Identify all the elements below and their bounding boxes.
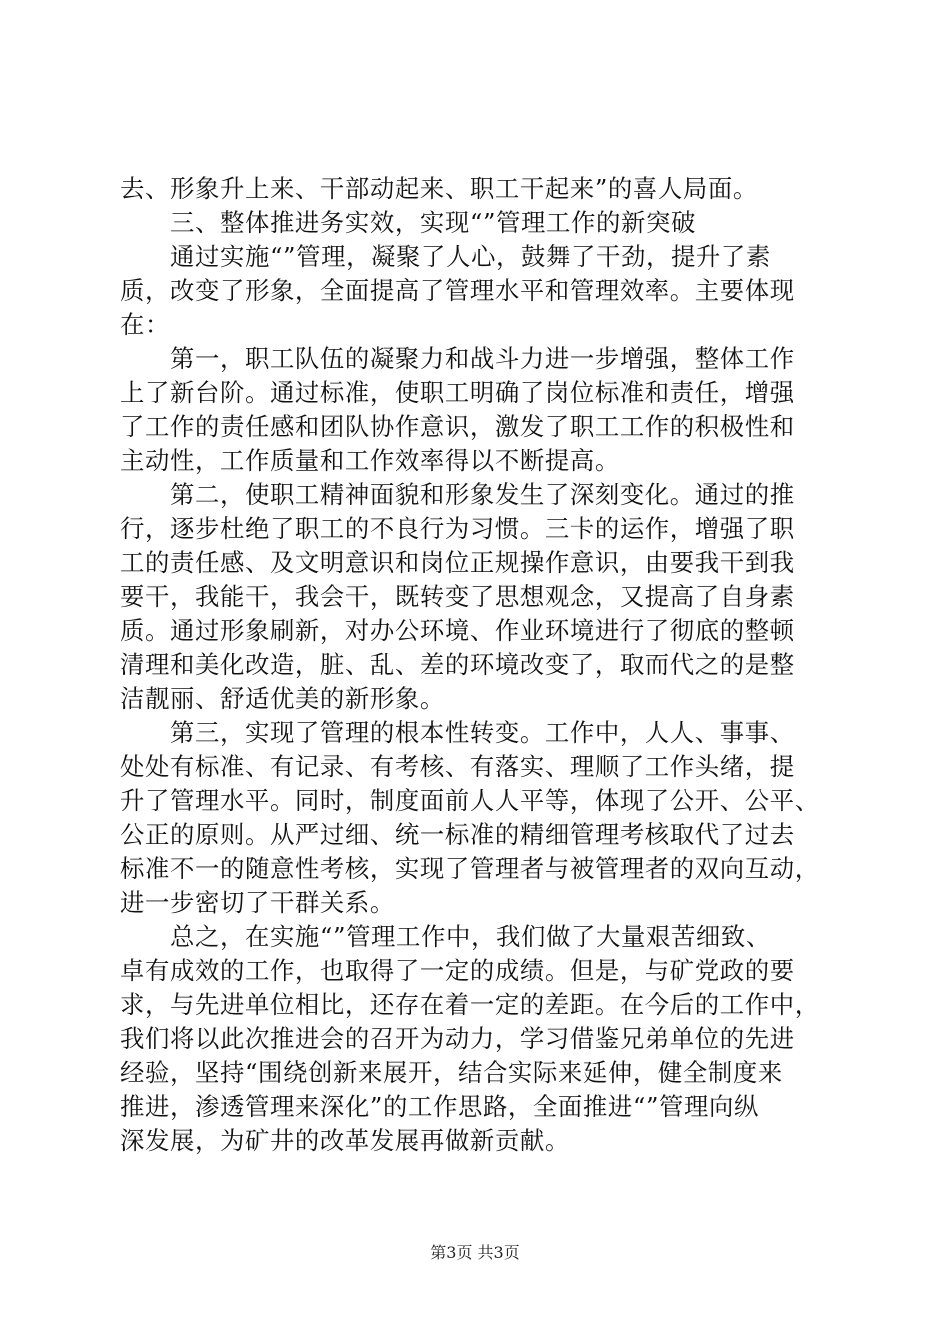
text-line: 洁靓丽、舒适优美的新形象。 <box>120 684 445 713</box>
text-line: 去、形象升上来、干部动起来、职工干起来”的喜人局面。 <box>120 174 758 203</box>
text-line: 深发展，为矿井的改革发展再做新贡献。 <box>120 1126 570 1155</box>
text-line: 卓有成效的工作，也取得了一定的成绩。但是，与矿党政的要 <box>120 956 795 985</box>
text-line: 主动性，工作质量和工作效率得以不断提高。 <box>120 446 620 475</box>
text-line: 通过实施“”管理，凝聚了人心，鼓舞了干劲，提升了素 <box>120 242 771 271</box>
text-line: 第三，实现了管理的根本性转变。工作中，人人、事事、 <box>120 718 795 747</box>
text-line: 质。通过形象刷新，对办公环境、作业环境进行了彻底的整顿 <box>120 616 795 645</box>
text-line: 了工作的责任感和团队协作意识，激发了职工工作的积极性和 <box>120 412 795 441</box>
text-line: 标准不一的随意性考核，实现了管理者与被管理者的双向互动， <box>120 854 820 883</box>
section-heading: 三、整体推进务实效，实现“”管理工作的新突破 <box>120 208 696 237</box>
text-line: 进一步密切了干群关系。 <box>120 888 395 917</box>
text-line: 我们将以此次推进会的召开为动力，学习借鉴兄弟单位的先进 <box>120 1024 795 1053</box>
text-line: 工的责任感、及文明意识和岗位正规操作意识，由要我干到我 <box>120 548 795 577</box>
text-line: 公正的原则。从严过细、统一标准的精细管理考核取代了过去 <box>120 820 795 849</box>
text-line: 行，逐步杜绝了职工的不良行为习惯。三卡的运作，增强了职 <box>120 514 795 543</box>
text-line: 清理和美化改造，脏、乱、差的环境改变了，取而代之的是整 <box>120 650 795 679</box>
text-line: 第一，职工队伍的凝聚力和战斗力进一步增强，整体工作 <box>120 344 795 373</box>
text-line: 第二，使职工精神面貌和形象发生了深刻变化。通过的推 <box>120 480 795 509</box>
text-line: 总之，在实施“”管理工作中，我们做了大量艰苦细致、 <box>120 922 771 951</box>
text-line: 要干，我能干，我会干，既转变了思想观念，又提高了自身素 <box>120 582 795 611</box>
text-line: 质，改变了形象，全面提高了管理水平和管理效率。主要体现 <box>120 276 795 305</box>
text-line: 升了管理水平。同时，制度面前人人平等，体现了公开、公平、 <box>120 786 820 815</box>
text-line: 处处有标准、有记录、有考核、有落实、理顺了工作头绪，提 <box>120 752 795 781</box>
text-line: 上了新台阶。通过标准，使职工明确了岗位标准和责任，增强 <box>120 378 795 407</box>
text-line: 在： <box>120 310 170 339</box>
text-line: 经验，坚持“围绕创新来展开，结合实际来延伸，健全制度来 <box>120 1058 783 1087</box>
text-line: 求，与先进单位相比，还存在着一定的差距。在今后的工作中， <box>120 990 820 1019</box>
page-footer: 第3页 共3页 <box>430 1243 520 1262</box>
text-line: 推进，渗透管理来深化”的工作思路，全面推进“”管理向纵 <box>120 1092 759 1121</box>
